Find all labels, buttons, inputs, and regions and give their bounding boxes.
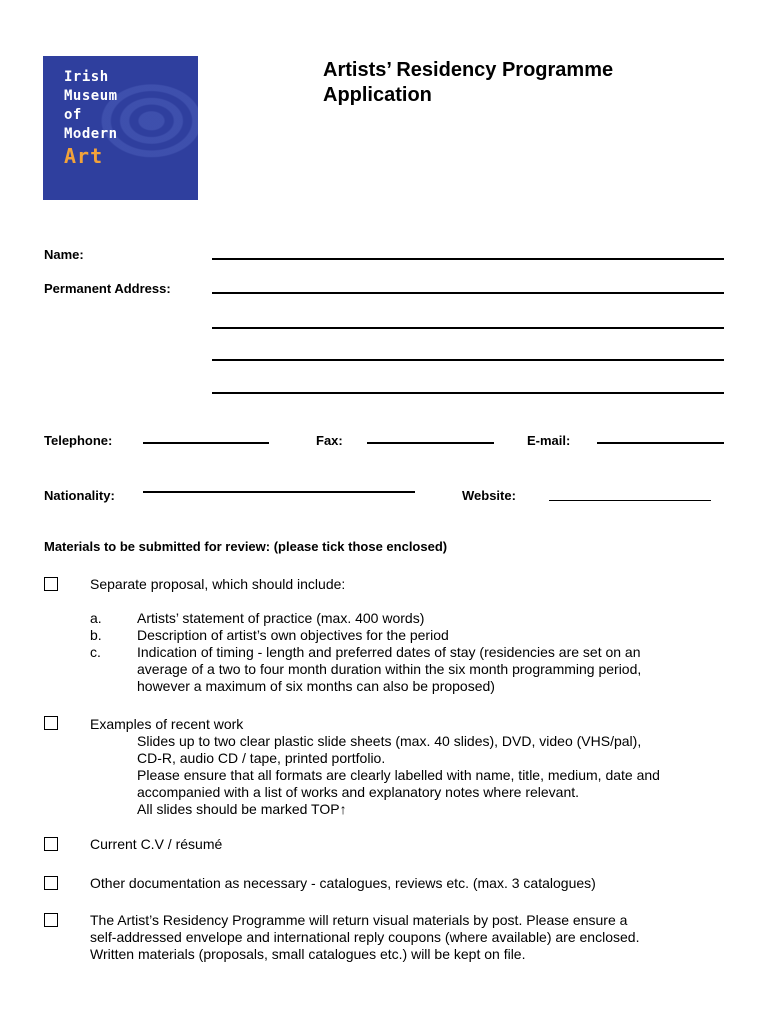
address-field-1[interactable] xyxy=(212,292,724,294)
examples-line-3: Please ensure that all formats are clearly labelled with name, title, medium, date and xyxy=(137,767,660,783)
page-title xyxy=(323,58,613,108)
sub-c-text-3: however a maximum of six months can also be proposed) xyxy=(137,678,495,694)
fax-field[interactable] xyxy=(367,442,494,444)
examples-line-5: All slides should be marked TOP↑ xyxy=(137,801,347,817)
telephone-field[interactable] xyxy=(143,442,269,444)
item-return-line-3: Written materials (proposals, small catalogues etc.) will be kept on file. xyxy=(90,946,526,962)
sub-c-text-1: Indication of timing - length and preferred dates of stay (residencies are set on an xyxy=(137,644,641,660)
checkbox-proposal[interactable] xyxy=(44,577,58,591)
item-proposal: Separate proposal, which should include: xyxy=(90,576,346,592)
sub-b-text: Description of artist’s own objectives for the period xyxy=(137,627,449,643)
title-line-2: Application xyxy=(323,84,432,106)
telephone-label: Telephone: xyxy=(44,433,113,448)
proposal-sublist xyxy=(90,610,730,700)
email-label: E-mail: xyxy=(527,433,571,448)
examples-line-1: Slides up to two clear plastic slide sheets (max. 40 slides), DVD, video (VHS/pal), xyxy=(137,733,642,749)
checkbox-examples[interactable] xyxy=(44,716,58,730)
website-field[interactable] xyxy=(549,500,711,501)
email-field[interactable] xyxy=(597,442,724,444)
logo-line-3: of xyxy=(64,107,82,123)
examples-line-4: accompanied with a list of works and explanatory notes where relevant. xyxy=(137,784,580,800)
sub-c-text-2: average of a two to four month duration within the six month programming period, xyxy=(137,661,642,677)
checkbox-other[interactable] xyxy=(44,876,58,890)
logo-line-4: Modern xyxy=(64,126,118,142)
logo-line-2: Museum xyxy=(64,88,118,104)
checkbox-return[interactable] xyxy=(44,913,58,927)
address-field-2[interactable] xyxy=(212,327,724,329)
nationality-field[interactable] xyxy=(143,491,415,493)
website-label: Website: xyxy=(462,488,516,503)
museum-logo xyxy=(43,56,198,200)
address-label: Permanent Address: xyxy=(44,281,171,296)
sub-b-label: b. xyxy=(90,627,102,643)
sub-a-text: Artists’ statement of practice (max. 400 words) xyxy=(137,610,425,626)
logo-line-1: Irish xyxy=(64,69,109,85)
nationality-label: Nationality: xyxy=(44,488,115,503)
title-line-1: Artists’ Residency Programme xyxy=(323,59,614,81)
sub-c-label: c. xyxy=(90,644,101,660)
item-return-line-1: The Artist’s Residency Programme will return visual materials by post. Please ensure a xyxy=(90,912,628,928)
name-field[interactable] xyxy=(212,258,724,260)
fax-label: Fax: xyxy=(316,433,343,448)
item-other: Other documentation as necessary - catalogues, reviews etc. (max. 3 catalogues) xyxy=(90,875,596,891)
checkbox-cv[interactable] xyxy=(44,837,58,851)
examples-line-2: CD-R, audio CD / tape, printed portfolio. xyxy=(137,750,386,766)
materials-heading: Materials to be submitted for review: (please tick those enclosed) xyxy=(44,539,448,554)
item-cv: Current C.V / résumé xyxy=(90,836,223,852)
sub-a-label: a. xyxy=(90,610,102,626)
address-field-4[interactable] xyxy=(212,392,724,394)
logo-art: Art xyxy=(64,144,104,168)
item-return-line-2: self-addressed envelope and international reply coupons (where available) are enclosed. xyxy=(90,929,640,945)
address-field-3[interactable] xyxy=(212,359,724,361)
item-examples: Examples of recent work xyxy=(90,716,244,732)
name-label: Name: xyxy=(44,247,84,262)
